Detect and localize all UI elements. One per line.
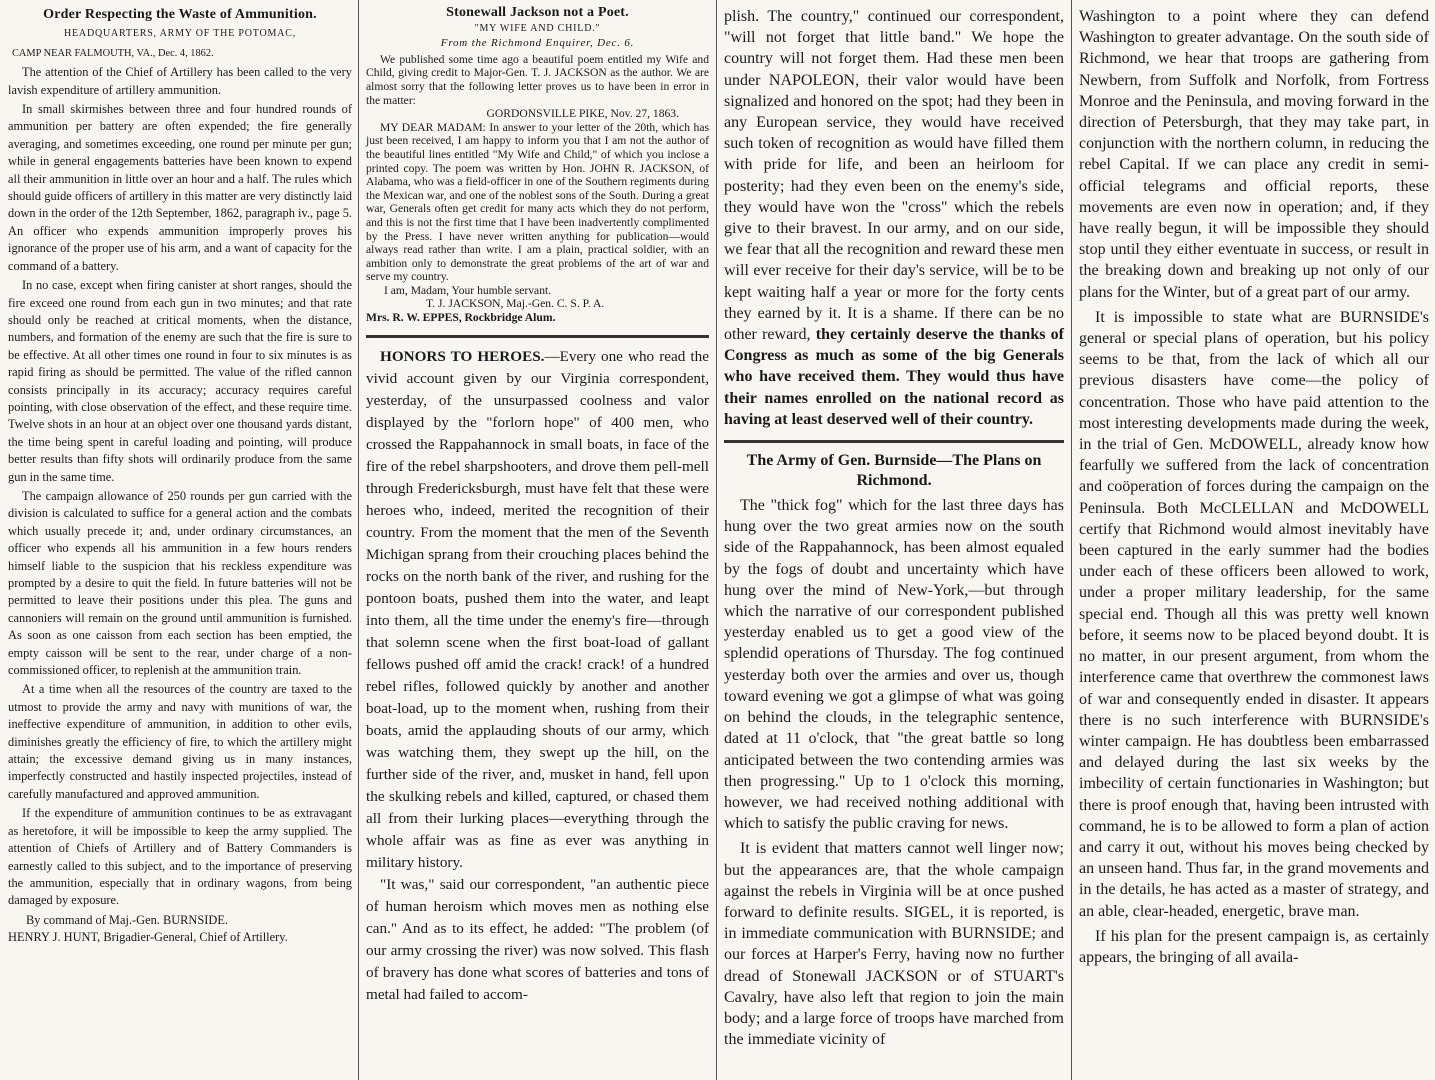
dateline: CAMP NEAR FALMOUTH, VA., Dec. 4, 1862.: [12, 47, 214, 59]
column-ammunition-order: [0, 0, 358, 1080]
paragraph: At a time when all the resources of the country are taxed to the utmost to provide the army and navy with munitions of war, the ineffective expenditure of ammunition, in addition to other evils, diminishes greatly the efficiency of fire, to which the artillery might attain; the excessive demand giving us in many instances, imperfectly constructed and hastily inspected projectiles, instead of carefully manufactured and approved ammunition.: [8, 682, 352, 801]
jackson-article: [366, 6, 709, 325]
section-divider: [366, 335, 709, 338]
paragraph: If the expenditure of ammunition continues to be as extravagant as heretofore, it will be impossible to keep the army supplied. The attention of Chiefs of Artillery and of Battery Commanders is earnestly called to this subject, and to the importance of preserving the ammunition, especially that in ordinary wagons, from being damaged by exposure.: [8, 806, 352, 908]
signature: T. J. JACKSON, Maj.-Gen. C. S. P. A.: [426, 297, 605, 311]
honors-lead: HONORS TO HEROES.: [380, 347, 545, 365]
paragraph: It is evident that matters cannot well linger now; but the appearances are, that the whole campaign against the rebels in Virginia will be at once pushed forward to definite results. SIGEL, it is reported, is in immediate communication with BURNSIDE; and our forces at Harper's Ferry, having now no further dread of Stonewall JACKSON or of STUART's Cavalry, have also left that region to join the main body; and a large force of troops have marched from the immediate vicinity of: [724, 840, 1064, 1049]
column-jackson-heroes: [360, 0, 715, 1080]
column-burnside: [718, 0, 1070, 1080]
paragraph: In no case, except when firing canister at short ranges, should the fire exceed one round from each gun in two minutes; and that rate should only be reached at critical moments, when the distance, numbers, and formation of the enemy are such that the fire is sure to be effective. At all other times one round in four to six minutes is as rapid firing as should be permitted. The value of the rifled cannon consists principally in its accuracy; accuracy requires careful pointing, with close observation of the effect, and these require time. Twelve shots in an hour at an object over one thousand yards distant, the time being spent in careful loading and pointing, will produce better results than fifty shots will ordinarily produce from the same gun in the same time.: [8, 278, 352, 484]
honors-paragraph: [366, 346, 709, 874]
paragraph: Washington to a point where they can defend Washington to greater advantage. On the south side of Richmond, we hear that troops are gathering from Newbern, from Suffolk and Norfolk, from Fortress Monroe and the Peninsula, and moving forward in the direction of Petersburgh, that they may take part, in conjunction with the northern column, in reducing the rebel Capital. If we can place any credit in semi-official telegrams and official reports, these movements are even now in operation; and, if they have really begun, it will be impossible they should stop until they either eventuate in success, or result in the breaking down and breaking up not only of our plans for the Winter, but of a great part of our army.: [1079, 8, 1429, 301]
signoff: By command of Maj.-Gen. BURNSIDE.: [26, 912, 229, 927]
column-rule: [1071, 0, 1072, 1080]
paragraph: The "thick fog" which for the last three days has hung over the two great armies now on the south side of the Rappahannock, has been almost equaled by the fogs of doubt and uncertainty which have hung over the mind of New-York,—but through which the narrative of our correspondent published yesterday enabled us to get a good view of the splendid operations of Thursday. The fog continued yesterday both over the armies and over us, though toward evening we got a glimpse of what was going on behind the clouds, in the telegraphic sentence, dated at 11 o'clock, that "the great battle so long anticipated between the two contending armies was then progressing." Up to 1 o'clock this morning, however, we had received nothing additional with which to satisfy the public craving for news.: [724, 497, 1064, 833]
headline-burnside: The Army of Gen. Burnside—The Plans on Richmond.: [746, 452, 1042, 490]
honors-paragraph-2: "It was," said our correspondent, "an authentic piece of human heroism which moves men as nothing else can." And as to its effect, he added: "The problem (of our army crossing the river) was now solved. This flash of bravery has done what scores of batteries and tons of metal had failed to accom-: [366, 875, 709, 1003]
closing: I am, Madam, Your humble servant.: [384, 283, 552, 297]
column-richmond-plans: [1073, 0, 1435, 1080]
paragraph: The attention of the Chief of Artillery has been called to the very lavish expenditure of artillery ammunition.: [8, 65, 352, 97]
addressee: Mrs. R. W. EPPES, Rockbridge Alum.: [366, 311, 556, 325]
paragraph: If his plan for the present campaign is, as certainly appears, the bringing of all availa-: [1079, 927, 1429, 966]
headline-ammunition: Order Respecting the Waste of Ammunition.: [43, 7, 317, 22]
hq-line: HEADQUARTERS, ARMY OF THE POTOMAC,: [64, 28, 296, 40]
paragraph: It is impossible to state what are BURNSIDE's general or special plans of operation, but his policy seems to be that, from the lack of which all our previous disasters have come—the policy of concentration. Those who have paid attention to the most interesting developments made during the week, in the trial of Gen. McDOWELL, already know how fearfully we suffered from the lack of concentration and coöperation of forces during the campaign on the Peninsula. Both McCLELLAN and McDOWELL certify that Richmond would almost inevitably have been captured in the early summer had the bodies under each of these officers been allowed to work, under a proper military leadership, for the same special end. Though all this was pretty well known before, it seems now to be placed beyond doubt. It is no matter, in our present argument, from whom the interference came that overthrew the commonest laws of war and consequently ended in disaster. It appears there is no such interference with BURNSIDE's winter campaign. He has doubtless been embarrassed and delayed during the last six weeks by the imbecility of certain functionaries in Washington; but there is proof enough that, having been intrusted with command, he is to be allowed to form a plan of action and carry it out, without his moves being checked by an unseen hand. Thus far, in the grand movements and in the details, he has acted as a master of strategy, and an able, clear-headed, energetic, brave man.: [1079, 308, 1429, 920]
honors-body: —Every one who read the vivid account given by our Virginia correspondent, yesterday, of the unsurpassed coolness and valor displayed by the "forlorn hope" of 400 men, who crossed the Rappahannock in small boats, in face of the fire of the rebel sharpshooters, and drove them pell-mell through Fredericksburgh, must have felt that these were heroes who, indeed, merited the recognition of their country. From the moment that the men of the Seventh Michigan sprang from their crouching places behind the rocks on the north bank of the river, and rushing for the pontoon boats, pushed them into the water, and leapt into them, all the time under the enemy's fire—through that solemn scene when the first boat-load of gallant fellows pushed off amid the crack! crack! of a hundred rebel rifles, followed quickly by another and another boat-load, up to the moment when, rushing from their boats, amid the applauding shouts of our army, which was watching them, they swept up the hill, on the further side of the river, and, musket in hand, fell upon the skulking rebels and killed, captured, or chased them all from their lurking places—everything through the whole affair was as fine as ever was anything in military history.: [366, 347, 709, 871]
column-rule: [716, 0, 717, 1080]
paragraph: In small skirmishes between three and four hundred rounds of ammunition per battery are often expended; the fire generally averaging, and sometimes exceeding, one round per minute per gun; while in general engagements batteries have been known to expend all their ammunition in little over an hour and a half. The rules which should guide officers of artillery in this matter are very distinctly laid down in the order of the 12th September, 1862, paragraph iv., page 5. An officer who expends ammunition improperly proves his ignorance of the proper use of his arm, and a want of capacity for the command of a battery.: [8, 102, 352, 273]
section-divider: [724, 440, 1064, 443]
honors-article: [366, 346, 709, 1006]
subtitle: "MY WIFE AND CHILD.": [474, 22, 601, 34]
intro-paragraph: We published some time ago a beautiful poem entitled my Wife and Child, giving credit to Major-Gen. T. J. JACKSON as the author. We are almost sorry that the following letter proves us to have been in error in the matter:: [366, 52, 709, 107]
continuation-bold: they certainly deserve the thanks of Congress as much as some of the big Generals who have received them. They would thus have their names enrolled on the national record as having at least deserved well of their country.: [724, 326, 1065, 428]
headline-jackson: Stonewall Jackson not a Poet.: [446, 5, 629, 20]
continuation-text: plish. The country," continued our correspondent, "will not forget that little band." We hope the country will not forget them. Had these men been under NAPOLEON, their valor would have been signalized and honored on the spot; had they been in any European service, they would have received such token of recognition as would have filled them with pride for life, and been an heirloom for posterity; had they even been on the enemy's side, they would have won the "cross" which the rebels give to their bravest. In our army, and on our side, we fear that all the recognition and reward these men will ever receive for their day's service, will be to be kept waiting half a year or more for the forty cents they earned by it. It is a shame. If there can be no other reward,: [724, 8, 1064, 344]
continuation-paragraph: [724, 6, 1064, 430]
signer: HENRY J. HUNT, Brigadier-General, Chief of Artillery.: [8, 930, 288, 945]
letter-date: GORDONSVILLE PIKE, Nov. 27, 1863.: [486, 107, 679, 121]
column-rule: [358, 0, 359, 1080]
letter-body: MY DEAR MADAM: In answer to your letter of the 20th, which has just been received, I am happy to inform you that I am not the author of the beautiful lines entitled "My Wife and Child," of which you inclose a printed copy. The poem was written by Hon. JOHN R. JACKSON, of Alabama, who was a field-officer in one of the Southern regiments during the Mexican war, and one of the noblest sons of the South. During a great war, Generals often get credit for many acts which they do not perform, and this is not the first time that I have been inadvertently complimented by the Press. I have never written anything for publication—would always read rather than write. I am a plain, practical soldier, with an ambition only to demonstrate the great problems of the art of war and serve my country.: [366, 120, 709, 284]
source-line: From the Richmond Enquirer, Dec. 6.: [440, 37, 635, 50]
paragraph: The campaign allowance of 250 rounds per gun carried with the division is calculated to suffice for a general action and the combats which usually precede it; and, under ordinary circumstances, an officer who expends all his ammunition in a few hours renders himself liable to the suspicion that his reckless expenditure was prompted by a desire to quit the field. In future batteries will not be permitted to leave their positions under this plea. The guns and cannoniers will remain on the ground until ammunition is furnished. As soon as one caisson from each section has been emptied, the empty caisson will be sent to the rear, under charge of a non-commissioned officer, to replenish at the ammunition train.: [8, 488, 352, 678]
